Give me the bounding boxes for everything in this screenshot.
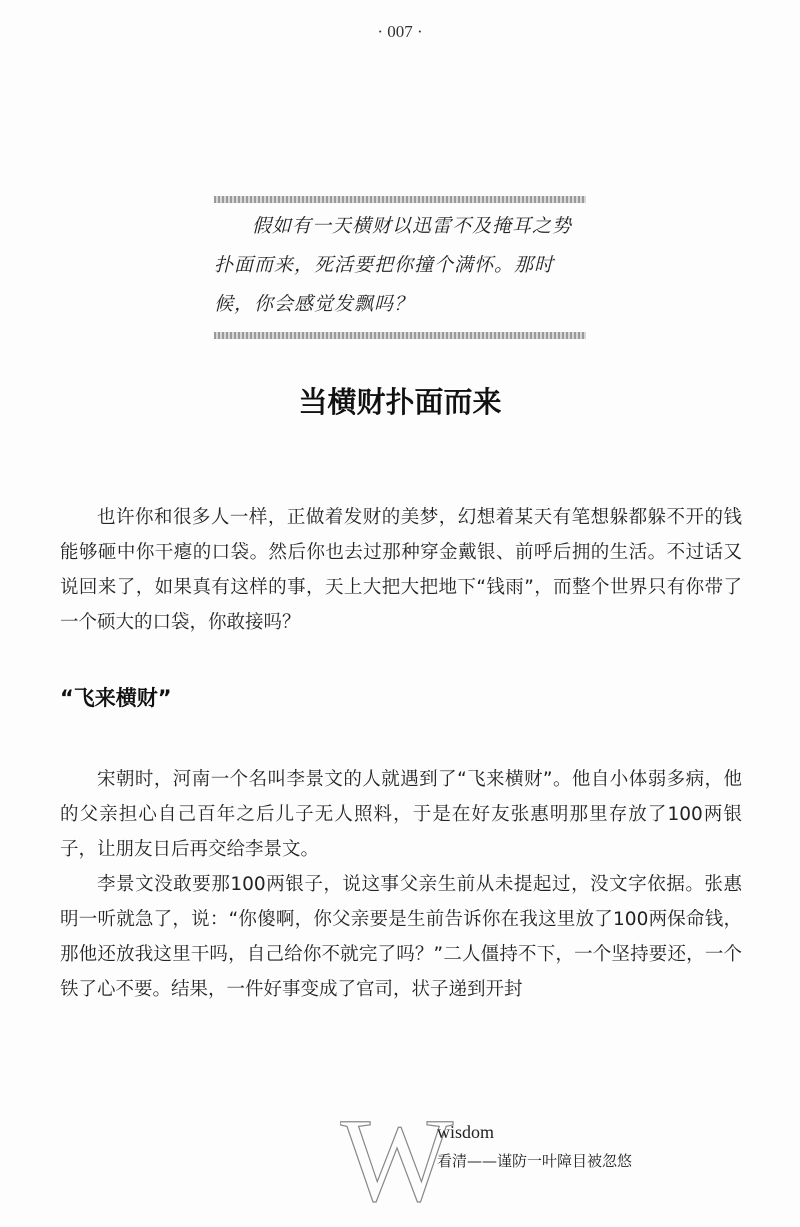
footer-subtitle: 看清——谨防一叶障目被忽悠 <box>437 1152 633 1170</box>
epigraph-text-container <box>214 203 586 332</box>
section-title: “飞来横财” <box>60 686 172 710</box>
epigraph-text: 假如有一天横财以迅雷不及掩耳之势扑面而来，死活要把你撞个满怀。那时候，你会感觉发飘吗？ <box>214 215 573 315</box>
story-paragraph-2: 李景文没敢要那100两银子，说这事父亲生前从未提起过，没文字依据。张惠明一听就急了，说：“你傻啊，你父亲要是生前告诉你在我这里放了100两保命钱，那他还放我这里干吗，自己给你不就完了吗？”二人僵持不下，一个坚持要还，一个铁了心不要。结果，一件好事变成了官司，状子递到开封 <box>60 874 742 1000</box>
epigraph-box <box>214 196 586 339</box>
story-paragraph-1: 宋朝时，河南一个名叫李景文的人就遇到了“飞来横财”。他自小体弱多病，他的父亲担心自己百年之后儿子无人照料，于是在好友张惠明那里存放了100两银子，让朋友日后再交给李景文。 <box>60 769 742 860</box>
intro-paragraph: 也许你和很多人一样，正做着发财的美梦，幻想着某天有笔想躲都躲不开的钱能够砸中你干瘪的口袋。然后你也去过那种穿金戴银、前呼后拥的生活。不过话又说回来了，如果真有这样的事，天上大把大把地下“钱雨”，而整个世界只有你带了一个硕大的口袋，你敢接吗？ <box>60 507 742 633</box>
epigraph-bottom-rule <box>214 332 586 339</box>
logo-letter: W <box>340 1100 454 1210</box>
intro-section <box>60 500 742 640</box>
footer-wisdom: wisdom <box>437 1122 495 1142</box>
epigraph-top-rule <box>214 196 586 203</box>
story-section <box>60 762 742 1007</box>
page-number: · 007 · <box>377 22 423 41</box>
chapter-title: 当横财扑面而来 <box>298 385 502 419</box>
